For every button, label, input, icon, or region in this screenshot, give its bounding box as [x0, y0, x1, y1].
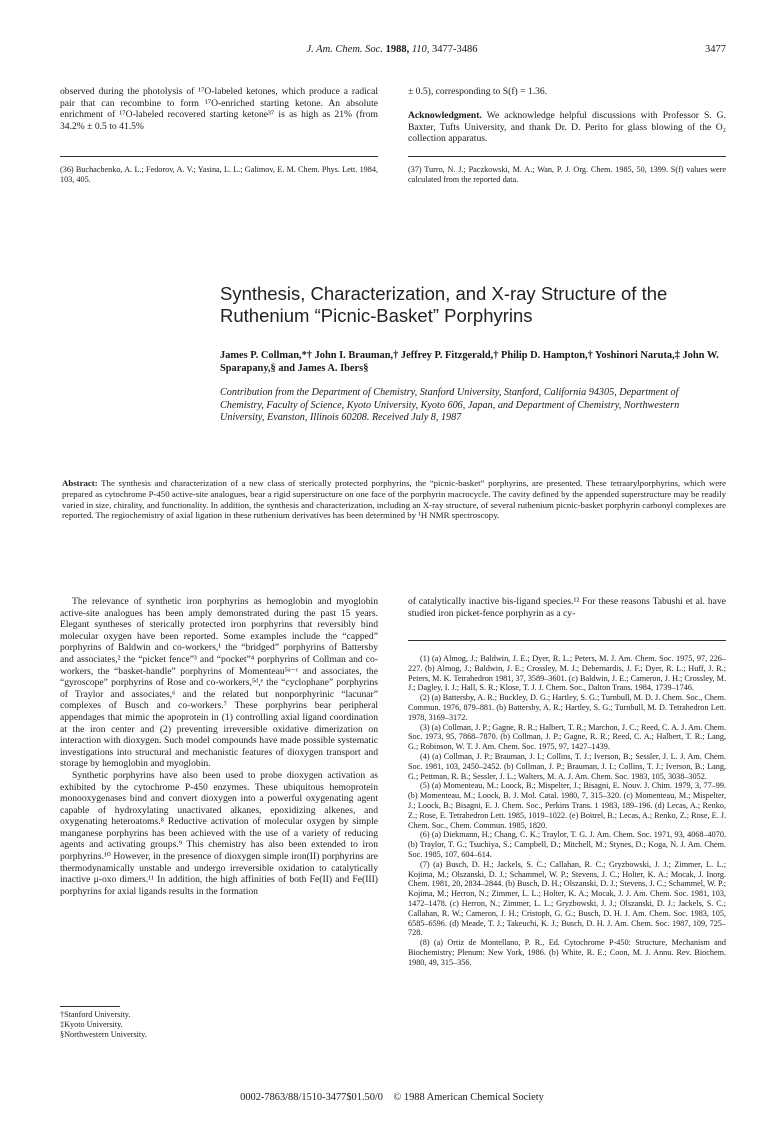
journal-volume: 110,: [411, 44, 430, 55]
article-title: Synthesis, Characterization, and X-ray Structure of the Ruthenium “Picnic-Basket” Porphyrins: [220, 283, 668, 326]
abstract: [62, 478, 726, 521]
reference-3: (3) (a) Collman, J. P.; Gagne, R. R.; Halbert, T. R.; Marchon, J. C.; Reed, C. A. J. Am. Chem. Soc. 1973, 95, 7868–7870. (b) Collman, J. P.; Gagne, R. R.; Reed, C. A.; Halbert, T. R.; Lang, G.; Robinson, W. T. J. Am. Chem. Soc. 1975, 97, 1427–1439.: [408, 722, 726, 752]
top-right-text: ± 0.5), corresponding to S(f) = 1.36.: [408, 86, 548, 97]
reference-5: (5) (a) Momenteau, M.; Loock, B.; Mispelter, J.; Bisagni, E. Nouv. J. Chim. 1979, 3, 77–99. (b) Momenteau, M.; Loock, B. J. Mol. Catal. 1980, 7, 315–320. (c) Momenteau, M.; Mispelter, J.; Loock, B.; Bisagni, E. J. Chem. Soc., Perkins Trans. 1 1983, 189–196. (d) Lecas, A.; Renko, Z.; Rose, E. Tetrahedron Lett. 1985, 1019–1022. (e) Boitrel, B.; Lecas, A.; Renko, Z.; Rose, E. J. Chem. Soc., Chem. Commun. 1985, 1820.: [408, 781, 726, 830]
reference-8: (8) (a) Ortiz de Montellano, P. R., Ed. Cytochrome P-450: Structure, Mechanism and Biochemistry; Plenum: New York, 1986. (b) White, R. E.; Coon, M. J. Annu. Rev. Biochem. 1980, 49, 315–356.: [408, 938, 726, 967]
footer-code: 0002-7863/88/1510-3477$01.50/0: [240, 1092, 384, 1103]
footnote-divider-left: [60, 156, 378, 157]
acknowledgment: [408, 110, 726, 145]
body-left: [60, 596, 378, 897]
affil-note-kyoto: ‡Kyoto University.: [60, 1019, 123, 1029]
footnote-divider-right: [408, 156, 726, 157]
reference-1: (1) (a) Almog, J.; Baldwin, J. E.; Dyer, R. L.; Peters, M. J. Am. Chem. Soc. 1975, 97, 226–227. (b) Almog, J.; Baldwin, J. E.; Crossley, M. J.; Debernardis, J. F.; Dyer, R. L.; Huff, J. R.; Peters, M. K. Tetrahedron 1981, 37, 3589–3601. (c) Baldwin, J. E.; Cameron, J. H.; Crossley, M. J.; Dagley, I. J.; Hall, S. R.; Klose, T. J. J. Chem. Soc., Dalton Trans. 1984, 1739–1746.: [408, 654, 726, 693]
abstract-text: The synthesis and characterization of a new class of sterically protected porphyrins, the “picnic-basket” porphyrins, are presented. These tetraarylporphyrins, which were prepared as cytochrome P-450 active-site analogues, bear a rigid superstructure on one face of the porphyrin macrocycle. The cavity defined by the appended superstructure may be readily varied in size, chirality, and functionality. In addition, the synthesis and characterization, including an X-ray structure, of several ruthenium picnic-basket porphyrin carbonyl complexes are reported. The regiochemistry of axial ligation in these ruthenium derivatives has been determined by ¹H NMR spectroscopy.: [62, 478, 726, 521]
affil-notes: [60, 1010, 260, 1039]
journal-year: 1988,: [385, 44, 410, 55]
journal-pages: 3477-3486: [432, 44, 478, 55]
article-authors: James P. Collman,*† John I. Brauman,† Jeffrey P. Fitzgerald,† Philip D. Hampton,† Yoshinori Naruta,‡ John W. Sparapany,§ and James A. Ibers§: [220, 350, 719, 374]
body-right-text: of catalytically inactive bis-ligand species.¹² For these reasons Tabushi et al. have studied iron picket-fence porphyrin as a cy-: [408, 596, 726, 619]
affil-notes-divider: [60, 1006, 120, 1007]
affil-note-northwestern: §Northwestern University.: [60, 1029, 147, 1039]
footer-copyright: © 1988 American Chemical Society: [393, 1092, 544, 1103]
affil-note-stanford: †Stanford University.: [60, 1010, 131, 1019]
body-paragraph-2: Synthetic porphyrins have also been used to probe dioxygen activation as exhibited by the cytochrome P-450 enzymes. These ubiquitous hemoprotein monooxygenases bind and convert dioxygen into a powerful oxygenating agent capable of hydroxylating unactivated alkanes, epoxidizing alkenes, and oxygenating heteroatoms.⁸ Reductive activation of molecular oxygen by simple manganese porphyrins has been achieved with the use of a variety of reducing agents and activating groups.⁹ This chemistry has also been extended to iron porphyrins.¹⁰ However, in the presence of dioxygen simple iron(II) porphyrins are thermodynamically unstable and undergo irreversible oxidation to catalytically inactive μ-oxo dimers.¹¹ In addition, the high affinities of both Fe(II) and Fe(III) porphyrins for axial ligands results in the formation: [60, 769, 378, 897]
ack-text: We acknowledge helpful discussions with Professor S. G. Baxter, Tufts University, and thank Dr. D. Perito for glass blowing of the O₂ collection apparatus.: [408, 110, 726, 145]
body-paragraph-1: The relevance of synthetic iron porphyrins as hemoglobin and myoglobin active-site analogues has been amply demonstrated during the past 15 years. Elegant syntheses of sterically protected iron porphyrins that reversibly bind molecular oxygen have been reported. Some examples include the “capped” porphyrins of Baldwin and co-workers,¹ the “bridged” porphyrins of Battersby and associates,² the “picket fence”³ and “pocket”⁴ porphyrins of Collman and co-workers, the “basket-handle” porphyrins of Momenteau⁵ᵃ⁻ᶜ and associates, the “gyroscope” porphyrins of Rose and co-workers,⁵ᵈ,ᵉ the “cyclophane” porphyrins of Traylor and associates,⁶ and the related but nonporphyrinic “lacunar” complexes of Busch and co-workers.⁷ These porphyrins bear peripheral appendages that mimic the apoprotein in (1) controlling axial ligand coordination at the iron center and (2) preventing irreversible oxidative dimerization on interaction with dioxygen. Such model compounds have made possible systematic investigations into structural and mechanistic features of dioxygen transport and storage by hemoglobin and myoglobin.: [60, 596, 378, 770]
footnote-36: (36) Buchachenko, A. L.; Fedorov, A. V.; Yasina, L. L.; Galimov, E. M. Chem. Phys. Lett. 1984, 103, 405.: [60, 165, 378, 184]
journal-name: J. Am. Chem. Soc.: [306, 44, 383, 55]
page-number: 3477: [705, 44, 726, 55]
page-footer: [0, 1092, 784, 1103]
top-left-text: observed during the photolysis of ¹⁷O-labeled ketones, which produce a radical pair that can recombine to form ¹⁷O-enriched starting ketone. An absolute enrichment of ¹⁷O-labeled recovered starting ketone³⁷ is as high as 21% (from 34.2% ± 0.5 to 41.5%: [60, 86, 378, 132]
ack-label: Acknowledgment.: [408, 110, 482, 121]
reference-2: (2) (a) Battersby, A. R.; Buckley, D. G.; Hartley, S. G.; Turnbull, M. D. J. Chem. Soc., Chem. Commun. 1976, 879–881. (b) Battersby, A. R.; Hartley, S. G.; Turnbull, M. D. Tetrahedron Lett. 1978, 3169–3172.: [408, 693, 726, 722]
abstract-label: Abstract:: [62, 478, 98, 488]
article-affiliation: Contribution from the Department of Chemistry, Stanford University, Stanford, California 94305, Department of Chemistry, Faculty of Science, Kyoto University, Kyoto 606, Japan, and Department of Chemistry, Northwestern University, Evanston, Illinois 60208. Received July 8, 1987: [220, 387, 680, 424]
references-list: [408, 654, 726, 968]
running-header: [0, 44, 784, 55]
reference-4: (4) (a) Collman, J. P.; Brauman, J. I.; Collins, T. J.; Iverson, B.; Sessler, J. L. J. Am. Chem. Soc. 1981, 103, 2450–2452. (b) Collman, J. P.; Brauman, J. I.; Collins, T. J.; Iverson, B.; Lang, G.; Pettman, R. B.; Sessler, J. L.; Walters, M. A. J. Am. Chem. Soc. 1983, 105, 3038–3052.: [408, 751, 726, 781]
reference-6: (6) (a) Diekmann, H.; Chang, C. K.; Traylor, T. G. J. Am. Chem. Soc. 1971, 93, 4068–4070. (b) Traylor, T. G.; Tsuchiya, S.; Campbell, D.; Mitchell, M.; Stynes, D.; Koga, N. J. Am. Chem. Soc. 1985, 107, 604–614.: [408, 830, 726, 859]
references-divider: [408, 640, 726, 641]
reference-7: (7) (a) Busch, D. H.; Jackels, S. C.; Callahan, R. C.; Gryzbowski, J. J.; Zimmer, L. L.; Kojima, M.; Olszanski, D. J.; Schammel, W. P.; Stevens, J. C.; Holter, K. A.; Mocak, J. Inorg. Chem. 1981, 20, 2834–2844. (b) Busch, D. H.; Olszanski, D. J.; Stevens, J. C.; Schammel, W. P.; Kojima, M.; Herron, N.; Zimmer, L. L.; Holter, K. A.; Mocak, J. J. Am. Chem. Soc. 1981, 103, 1472–1478. (c) Herron, N.; Zimmer, L. L.; Gryzbowski, J. J.; Olszanski, D. J.; Jackels, S. C.; Callahan, R. W.; Cameron, J. H.; Cristoph, G. G.; Busch, D. H. J. Am. Chem. Soc. 1983, 105, 6585–6596. (d) Meade, T. J.; Takeuchi, K. J.; Busch, D. H. J. Am. Chem. Soc. 1987, 109, 725–728.: [408, 859, 726, 938]
footnote-37: (37) Turro, N. J.; Paczkowski, M. A.; Wan, P. J. Org. Chem. 1985, 50, 1399. S(f) values were calculated from the reported data.: [408, 165, 726, 184]
